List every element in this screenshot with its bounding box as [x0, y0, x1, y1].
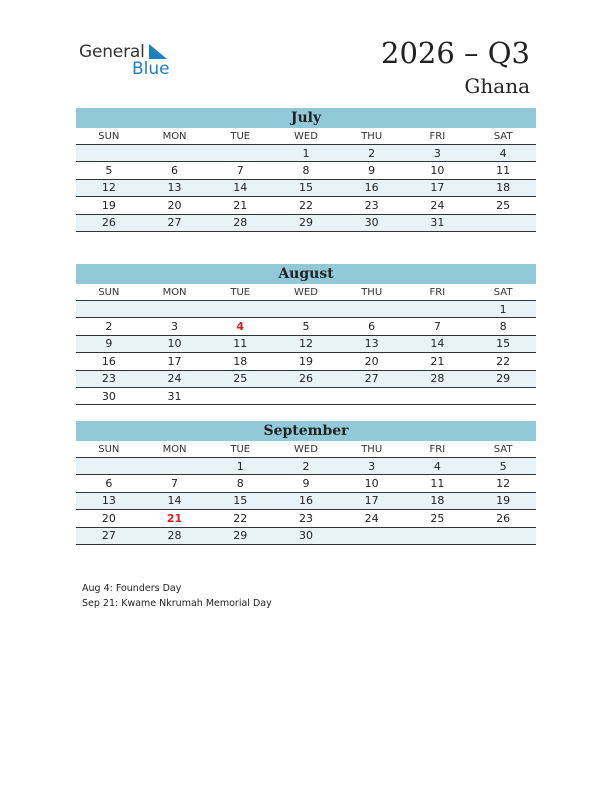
weekday-header: THU	[339, 441, 405, 458]
day-cell: 19	[76, 197, 142, 214]
day-cell: 5	[470, 458, 536, 475]
day-cell: 29	[207, 527, 273, 544]
weekday-header: SAT	[470, 284, 536, 301]
day-cell: 27	[142, 214, 208, 231]
day-cell: 13	[142, 179, 208, 196]
month-title: July	[76, 108, 536, 128]
day-cell: 6	[76, 475, 142, 492]
day-cell: 1	[207, 458, 273, 475]
empty-day-cell	[142, 301, 208, 318]
calendar-grid	[76, 128, 536, 232]
day-cell: 16	[339, 179, 405, 196]
day-cell: 11	[405, 475, 471, 492]
day-cell: 15	[470, 335, 536, 352]
day-cell: 26	[273, 370, 339, 387]
week-row	[76, 510, 536, 527]
weekday-header: SUN	[76, 441, 142, 458]
empty-day-cell	[273, 387, 339, 404]
weekday-header: TUE	[207, 128, 273, 145]
day-cell: 23	[339, 197, 405, 214]
day-cell: 5	[76, 162, 142, 179]
weekday-header: WED	[273, 441, 339, 458]
weekday-header: MON	[142, 128, 208, 145]
empty-day-cell	[142, 458, 208, 475]
day-cell: 16	[273, 492, 339, 509]
day-cell: 15	[273, 179, 339, 196]
day-cell: 7	[207, 162, 273, 179]
month-title: August	[76, 264, 536, 284]
empty-day-cell	[207, 387, 273, 404]
week-row	[76, 370, 536, 387]
day-cell: 29	[273, 214, 339, 231]
day-cell: 30	[273, 527, 339, 544]
empty-day-cell	[339, 387, 405, 404]
day-cell: 5	[273, 318, 339, 335]
day-cell: 8	[470, 318, 536, 335]
empty-day-cell	[207, 301, 273, 318]
logo-word-blue: Blue	[132, 59, 170, 79]
weekday-header: SUN	[76, 128, 142, 145]
day-cell: 24	[339, 510, 405, 527]
empty-day-cell	[76, 301, 142, 318]
week-row	[76, 162, 536, 179]
country-name: Ghana	[464, 74, 530, 98]
calendar-grid	[76, 441, 536, 545]
week-row	[76, 335, 536, 352]
week-row	[76, 179, 536, 196]
day-cell: 25	[405, 510, 471, 527]
empty-day-cell	[76, 458, 142, 475]
month-title: September	[76, 421, 536, 441]
day-cell: 14	[207, 179, 273, 196]
day-cell: 30	[339, 214, 405, 231]
day-cell: 10	[339, 475, 405, 492]
empty-day-cell	[405, 527, 471, 544]
day-cell: 24	[405, 197, 471, 214]
day-cell: 28	[142, 527, 208, 544]
day-cell: 6	[142, 162, 208, 179]
day-cell: 17	[405, 179, 471, 196]
empty-day-cell	[470, 214, 536, 231]
day-cell: 2	[339, 145, 405, 162]
day-cell: 9	[339, 162, 405, 179]
day-cell: 22	[273, 197, 339, 214]
weekday-header: SAT	[470, 441, 536, 458]
weekday-header: TUE	[207, 284, 273, 301]
day-cell: 26	[470, 510, 536, 527]
day-cell: 31	[405, 214, 471, 231]
day-cell: 20	[142, 197, 208, 214]
day-cell: 21	[142, 510, 208, 527]
day-cell: 3	[339, 458, 405, 475]
day-cell: 6	[339, 318, 405, 335]
weekday-header: THU	[339, 284, 405, 301]
empty-day-cell	[339, 527, 405, 544]
holiday-notes	[82, 582, 272, 611]
weekday-header: FRI	[405, 284, 471, 301]
day-cell: 16	[76, 353, 142, 370]
day-cell: 28	[405, 370, 471, 387]
day-cell: 4	[207, 318, 273, 335]
day-cell: 4	[470, 145, 536, 162]
day-cell: 8	[207, 475, 273, 492]
empty-day-cell	[339, 301, 405, 318]
weekday-header: WED	[273, 284, 339, 301]
day-cell: 8	[273, 162, 339, 179]
day-cell: 12	[273, 335, 339, 352]
holiday-note: Sep 21: Kwame Nkrumah Memorial Day	[82, 597, 272, 609]
day-cell: 18	[405, 492, 471, 509]
week-row	[76, 145, 536, 162]
logo-word-general: General	[79, 42, 145, 62]
day-cell: 27	[76, 527, 142, 544]
weekday-header: TUE	[207, 441, 273, 458]
day-cell: 18	[470, 179, 536, 196]
day-cell: 27	[339, 370, 405, 387]
week-row	[76, 301, 536, 318]
page-title: 2026 – Q3	[381, 36, 530, 70]
day-cell: 3	[142, 318, 208, 335]
day-cell: 26	[76, 214, 142, 231]
day-cell: 13	[76, 492, 142, 509]
logo-triangle-icon	[148, 44, 168, 60]
week-row	[76, 318, 536, 335]
empty-day-cell	[207, 145, 273, 162]
empty-day-cell	[470, 387, 536, 404]
day-cell: 3	[405, 145, 471, 162]
week-row	[76, 214, 536, 231]
day-cell: 11	[207, 335, 273, 352]
month-september	[76, 421, 536, 545]
calendar-grid	[76, 284, 536, 405]
weekday-header: THU	[339, 128, 405, 145]
month-july	[76, 108, 536, 232]
weekday-header: SUN	[76, 284, 142, 301]
day-cell: 22	[470, 353, 536, 370]
week-row	[76, 527, 536, 544]
day-cell: 9	[273, 475, 339, 492]
day-cell: 25	[207, 370, 273, 387]
week-row	[76, 353, 536, 370]
day-cell: 21	[207, 197, 273, 214]
day-cell: 31	[142, 387, 208, 404]
weekday-header: FRI	[405, 441, 471, 458]
day-cell: 22	[207, 510, 273, 527]
day-cell: 23	[76, 370, 142, 387]
day-cell: 10	[405, 162, 471, 179]
day-cell: 7	[142, 475, 208, 492]
day-cell: 21	[405, 353, 471, 370]
empty-day-cell	[142, 145, 208, 162]
day-cell: 17	[142, 353, 208, 370]
week-row	[76, 492, 536, 509]
day-cell: 10	[142, 335, 208, 352]
week-row	[76, 475, 536, 492]
day-cell: 4	[405, 458, 471, 475]
month-august	[76, 264, 536, 405]
day-cell: 23	[273, 510, 339, 527]
day-cell: 19	[273, 353, 339, 370]
day-cell: 29	[470, 370, 536, 387]
week-row	[76, 387, 536, 404]
day-cell: 24	[142, 370, 208, 387]
day-cell: 20	[339, 353, 405, 370]
weekday-header: SAT	[470, 128, 536, 145]
day-cell: 14	[405, 335, 471, 352]
day-cell: 15	[207, 492, 273, 509]
day-cell: 12	[76, 179, 142, 196]
day-cell: 2	[76, 318, 142, 335]
day-cell: 30	[76, 387, 142, 404]
day-cell: 13	[339, 335, 405, 352]
day-cell: 1	[273, 145, 339, 162]
day-cell: 2	[273, 458, 339, 475]
empty-day-cell	[405, 387, 471, 404]
day-cell: 28	[207, 214, 273, 231]
empty-day-cell	[470, 527, 536, 544]
day-cell: 18	[207, 353, 273, 370]
empty-day-cell	[273, 301, 339, 318]
day-cell: 20	[76, 510, 142, 527]
day-cell: 14	[142, 492, 208, 509]
week-row	[76, 458, 536, 475]
weekday-header: MON	[142, 284, 208, 301]
empty-day-cell	[76, 145, 142, 162]
holiday-note: Aug 4: Founders Day	[82, 583, 182, 594]
weekday-header: FRI	[405, 128, 471, 145]
day-cell: 25	[470, 197, 536, 214]
logo	[79, 40, 179, 80]
weekday-header: MON	[142, 441, 208, 458]
day-cell: 12	[470, 475, 536, 492]
empty-day-cell	[405, 301, 471, 318]
day-cell: 19	[470, 492, 536, 509]
day-cell: 1	[470, 301, 536, 318]
week-row	[76, 197, 536, 214]
day-cell: 9	[76, 335, 142, 352]
day-cell: 7	[405, 318, 471, 335]
day-cell: 11	[470, 162, 536, 179]
weekday-header: WED	[273, 128, 339, 145]
day-cell: 17	[339, 492, 405, 509]
